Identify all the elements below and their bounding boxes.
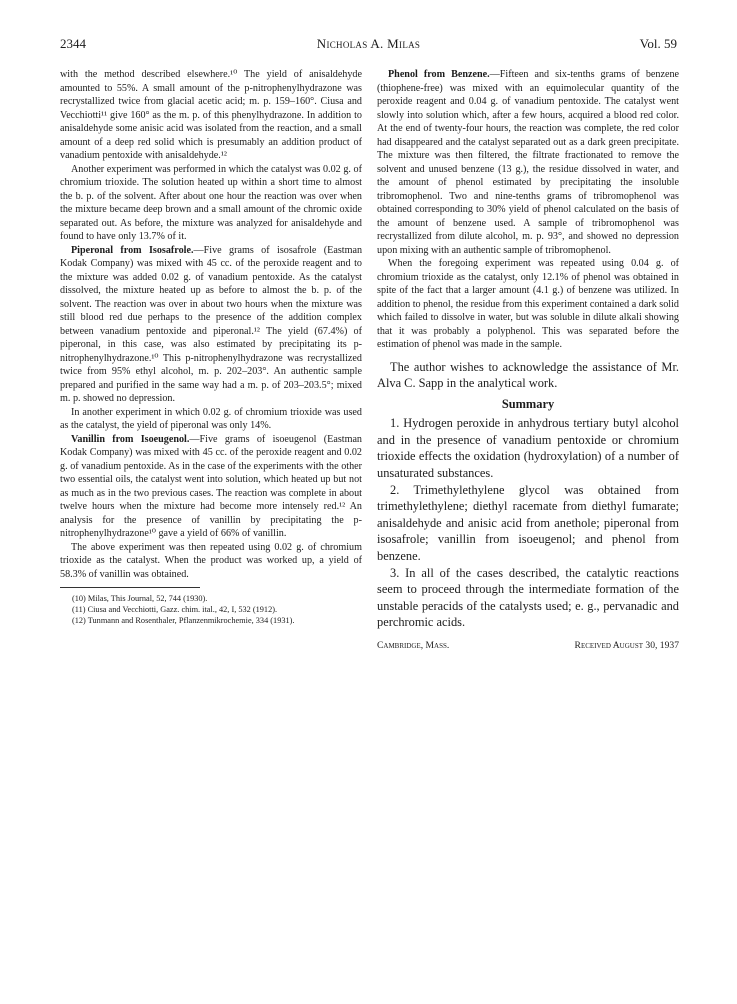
paragraph: [377, 68, 679, 257]
footnote: (12) Tunmann and Rosenthaler, Pflanzenmikrochemie, 334 (1931).: [72, 616, 295, 625]
summary-item: 3. In all of the cases described, the catalytic reactions seem to proceed through the intermediate formation of the unstable peracids of the catalysts used; e. g., pervanadic and perchromic acids.: [377, 565, 679, 630]
paragraph: [60, 433, 362, 541]
section-heading: Vanillin from Isoeugenol.: [71, 433, 190, 445]
paragraph-text: —Fifteen and six-tenths grams of benzene (thiophene-free) was mixed with an equimolecular quantity of the peroxide reagent and 0.04 g. of vanadium pentoxide. The catalyst went slowly into solution which, after a few hours, acquired a blood red color. At the end of twenty-four hours, the reaction was complete, the red color had disappeared and the catalyst separated out as a dark green precipitate. The mixture was then filtered, the filtrate fractionated to remove the solvent and unused benzene (13 g.), the residue dissolved in water, and the amount of phenol estimated by precipitating the insoluble tribromophenol. Two and nine-tenths grams of tribromophenol was obtained corresponding to 30% yield of phenol calculated on the basis of the amount of benzene used. A sample of tribromophenol was recrystallized from dilute alcohol, m. p. 93°, and showed no depression upon mixing with an authentic sample of tribromophenol.: [377, 69, 679, 256]
paragraph-text: —Five grams of isoeugenol (Eastman Kodak Company) was mixed with 45 cc. of the peroxide reagent and 0.02 g. of vanadium pentoxide. As in the case of the experiments with the other two essential oils, the catalyst went into solution, which heated up but not as much as in the two previous cases. The reaction was complete in about twelve hours when the mixture had become more intensely red.¹² An analysis for the presence of vanillin by precipitating the p-nitrophenylhydrazone¹⁰ gave a yield of 66% of vanillin.: [60, 433, 362, 539]
acknowledgment: [377, 359, 679, 392]
left-column: [60, 68, 362, 626]
section-heading: Piperonal from Isosafrole.: [71, 244, 194, 256]
summary: [377, 415, 679, 631]
received-line: [377, 639, 679, 653]
footnote: (10) Milas, This Journal, 52, 744 (1930).: [72, 594, 208, 603]
location: Cambridge, Mass.: [377, 639, 450, 651]
footnote: (11) Ciusa and Vecchiotti, Gazz. chim. ital., 42, I, 532 (1912).: [72, 605, 278, 614]
paragraph: [60, 244, 362, 406]
right-column: [377, 68, 679, 653]
paragraph: Another experiment was performed in which the catalyst was 0.02 g. of chromium trioxide. The solution heated up within a short time to almost the b. p. of the solvent. After about one hour the reaction was over when the mixture became deep brown and a small amount of the chromic oxide separated out. As before, the mixture was analyzed for anisaldehyde and found to have only 13.7% of it.: [60, 163, 362, 242]
page-number: 2344: [60, 36, 86, 51]
received-date: Received August 30, 1937: [574, 639, 679, 651]
page-header: [60, 36, 677, 52]
acknowledgment-text: The author wishes to acknowledge the assistance of Mr. Alva C. Sapp in the analytical work.: [377, 359, 679, 391]
paragraph: with the method described elsewhere.¹⁰ The yield of anisaldehyde amounted to 55%. A small amount of the p-nitrophenylhydrazone was recrystallized twice from glacial acetic acid; m. p. 159–160°. Ciusa and Vecchiotti¹¹ give 160° as the m. p. of this phenylhydrazone. In addition to anisaldehyde some anisic acid was isolated from the reaction, and a small amount of a deep red solid which is presumably an addition product of vanadium pentoxide with anisaldehyde.¹²: [60, 69, 362, 161]
summary-item: 1. Hydrogen peroxide in anhydrous tertiary butyl alcohol and in the presence of vanadium pentoxide or chromium trioxide effects the oxidation (hydroxylation) of a number of unsaturated substances.: [377, 416, 679, 480]
paragraph: In another experiment in which 0.02 g. of chromium trioxide was used as the catalyst, the yield of piperonal was only 14%.: [60, 406, 362, 431]
footnotes: [60, 593, 362, 626]
paragraph-text: —Five grams of isosafrole (Eastman Kodak Company) was mixed with 45 cc. of the peroxide reagent and to the mixture was added 0.02 g. of vanadium pentoxide. As the catalyst dissolved, the mixture heated up as before to almost the b. p. of the solvent. The reaction was over in about two hours when the mixture was still blood red due perhaps to the presence of the addition complex between vanadium pentoxide and piperonal.¹² The yield (67.4%) of piperonal, in this case, was also estimated by precipitating its p-nitrophenylhydrazone.¹⁰ This p-nitrophenylhydrazone was recrystallized twice from 95% ethyl alcohol, m. p. 202–203°. An authentic sample prepared and purified in the same way had a m. p. of 203–203.5°; mixed m. p. showed no depression.: [60, 244, 363, 404]
summary-item: 2. Trimethylethylene glycol was obtained from trimethylethylene; diethyl racemate from diethyl fumarate; anisaldehyde and anisic acid from anethole; piperonal from isosafrole; vanillin from isoeugenol; and phenol from benzene.: [377, 482, 679, 563]
section-heading: Phenol from Benzene.: [388, 69, 490, 80]
summary-heading: Summary: [501, 396, 555, 411]
running-author: Nicholas A. Milas: [316, 36, 421, 51]
volume-label: Vol. 59: [639, 36, 677, 51]
footnote-rule: [60, 587, 200, 591]
paragraph: The above experiment was then repeated using 0.02 g. of chromium trioxide as the catalyst. When the product was worked up, a yield of 58.3% of vanillin was obtained.: [60, 541, 362, 580]
paragraph: When the foregoing experiment was repeated using 0.04 g. of chromium trioxide as the catalyst, only 12.1% of phenol was obtained in spite of the fact that a larger amount (4.1 g.) of benzene was utilized. In addition to phenol, the residue from this experiment contained a dark solid which failed to dissolve in water, but was soluble in dilute alkali showing that it was probably a polyphenol. This was separated before the estimation of phenol was made in the sample.: [377, 258, 679, 350]
